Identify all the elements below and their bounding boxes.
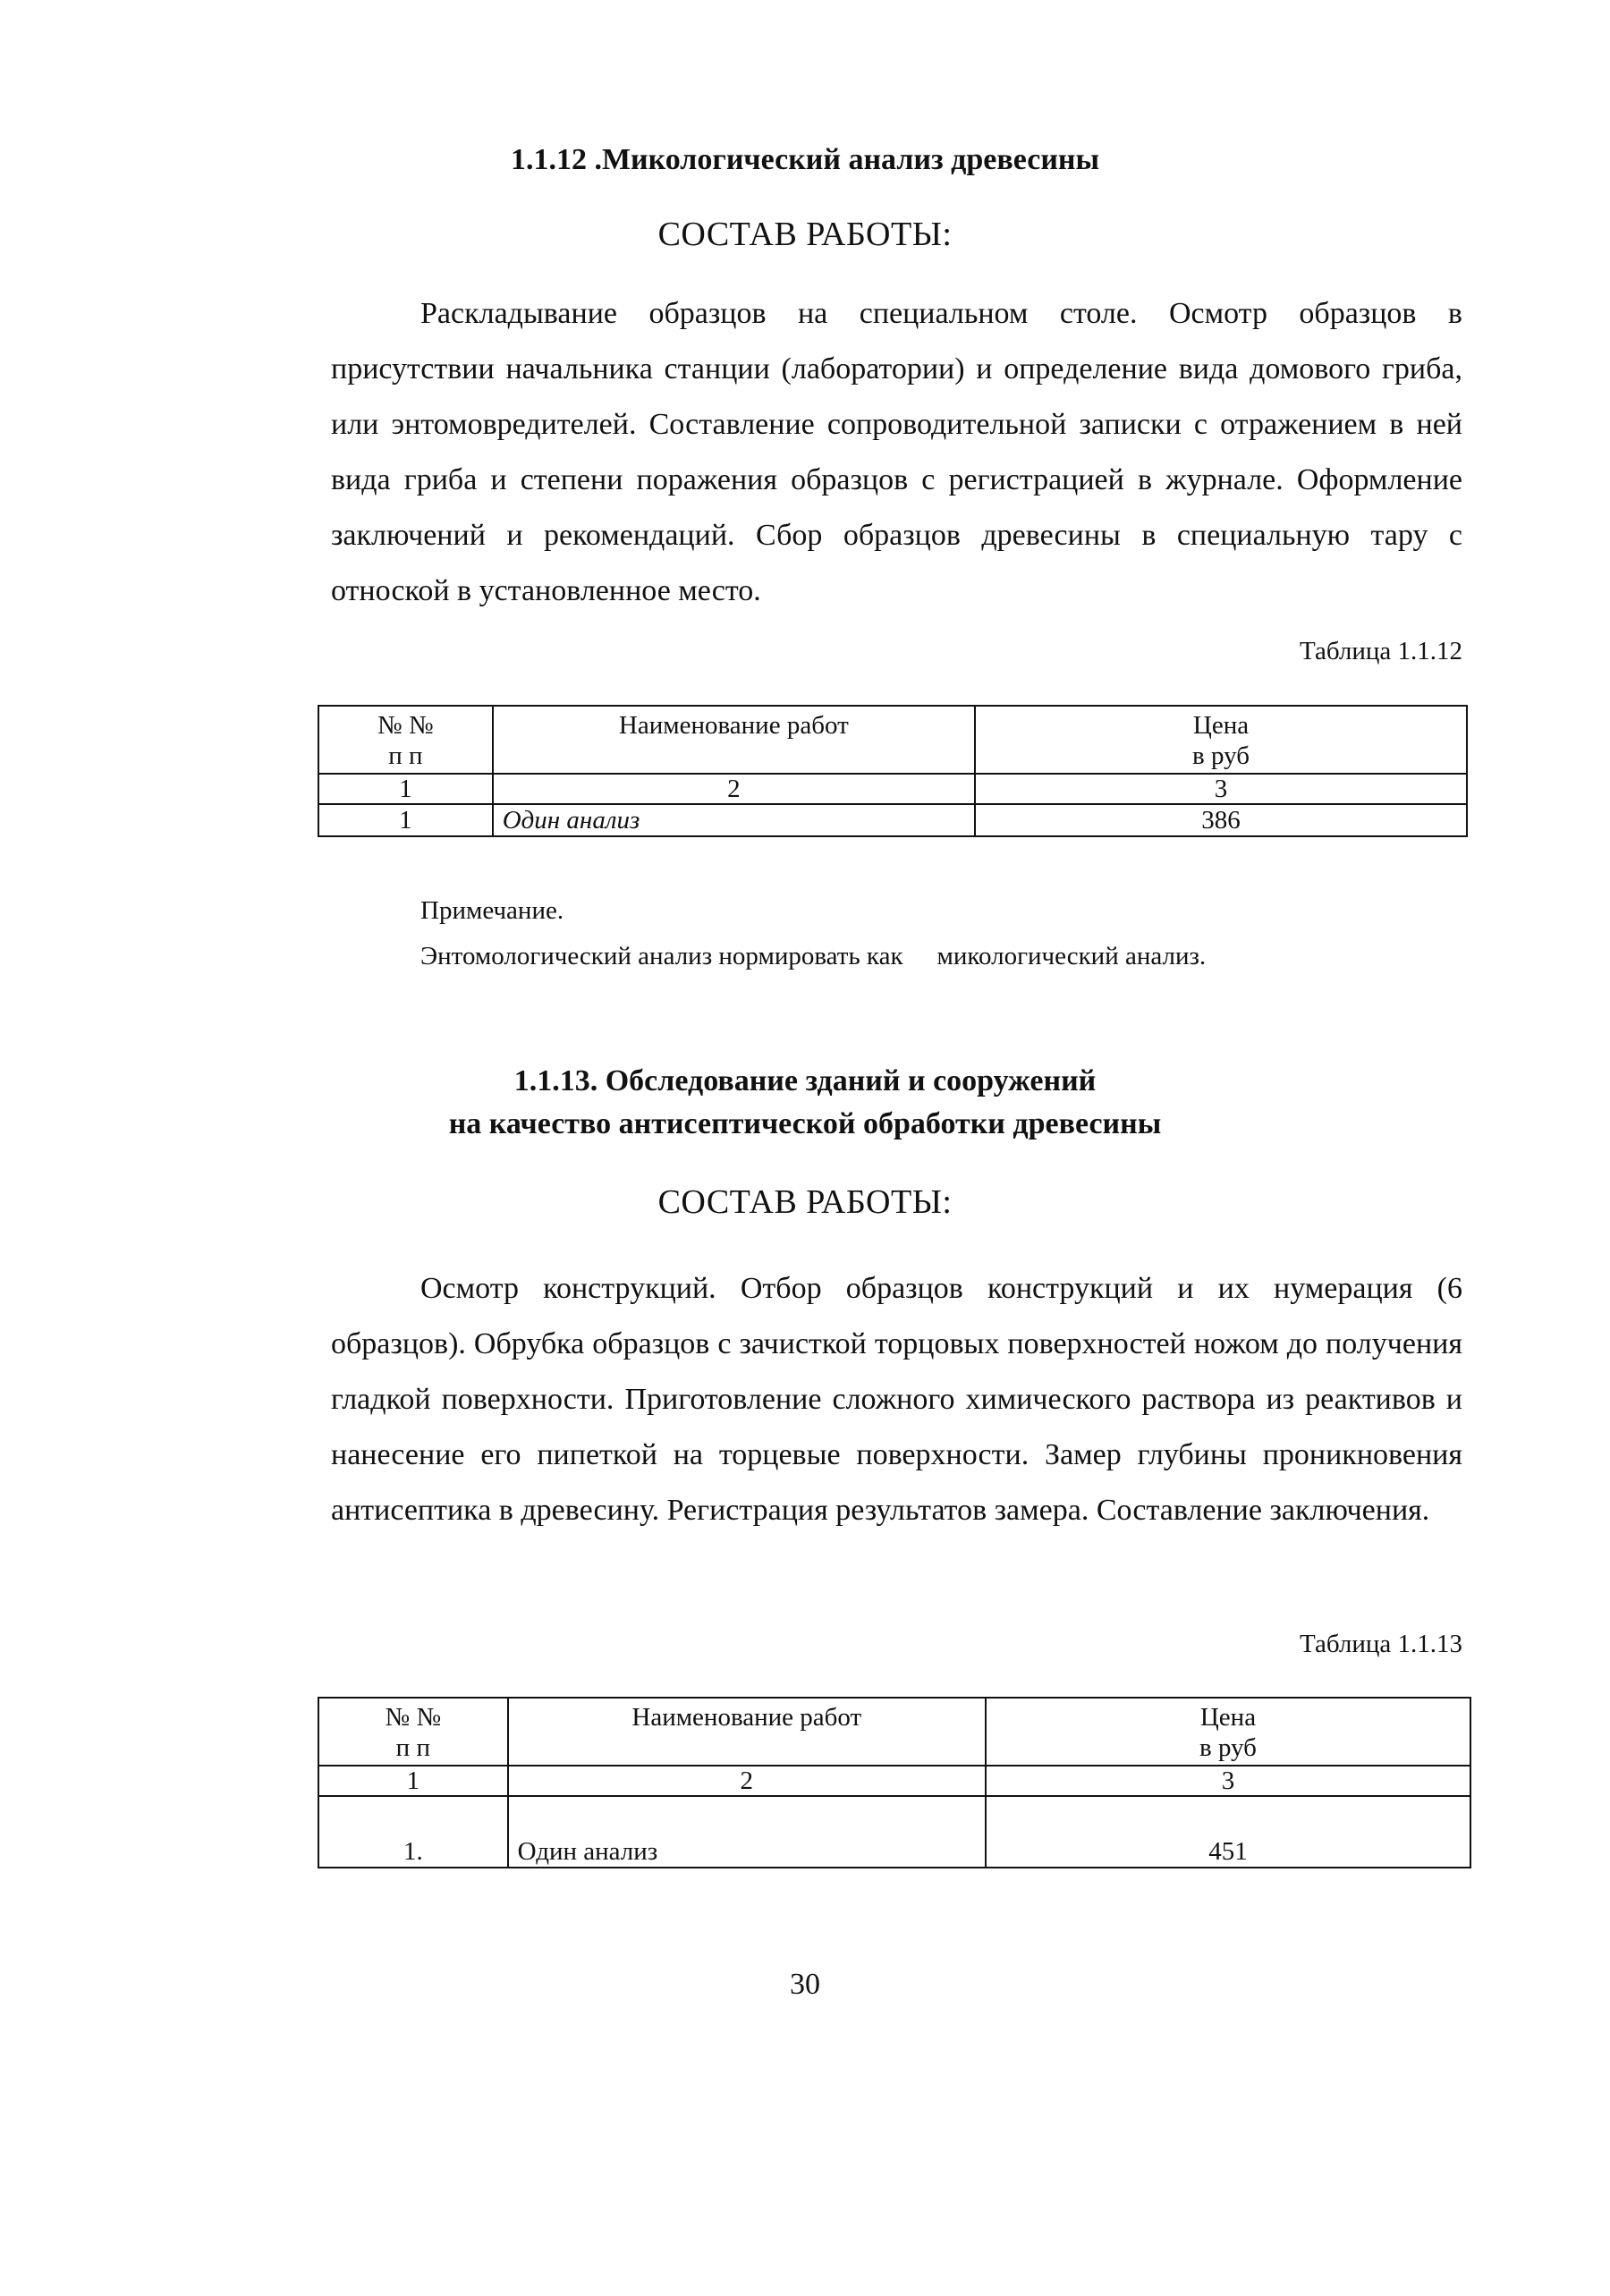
- table-row: [318, 804, 1467, 836]
- section-title: на качество антисептической обработки древесины: [448, 1107, 1162, 1140]
- row-number: 1: [318, 804, 493, 836]
- section-paragraph: Раскладывание образцов на специальном столе. Осмотр образцов в присутствии начальника станции (лаборатории) и определение вида домового гриба, или энтомовредителей. Составление сопроводительной записки с отражением в ней вида гриба и степени поражения образцов с регистрацией в журнале. Оформление заключений и рекомендаций. Сбор образцов древесины в специальную тару с отноской в установленное место.: [331, 297, 1462, 607]
- section-heading: СОСТАВ РАБОТЫ:: [657, 1183, 953, 1221]
- section-paragraph: Осмотр конструкций. Отбор образцов конструкций и их нумерация (6 образцов). Обрубка образцов с зачисткой торцовых поверхностей ножом до получения гладкой поверхности. Приготовление сложного химического раствора из реактивов и нанесение его пипеткой на торцевые поверхности. Замер глубины проникновения антисептика в древесину. Регистрация результатов замера. Составление заключения.: [331, 1272, 1462, 1527]
- section-title: 1.1.13. Обследование зданий и сооружений: [513, 1064, 1097, 1097]
- section-heading: СОСТАВ РАБОТЫ:: [657, 216, 953, 253]
- row-name: Один анализ: [508, 1796, 986, 1868]
- column-number-row: [318, 774, 1467, 804]
- price-table: [318, 1697, 1471, 1868]
- column-number: 2: [508, 1766, 986, 1796]
- row-price: 451: [986, 1796, 1470, 1868]
- table-header-row: [318, 1698, 1470, 1766]
- header-price-cell: Цена в руб: [986, 1698, 1470, 1766]
- table-row: [318, 1796, 1470, 1868]
- page-number: 30: [790, 1968, 820, 2001]
- note-title: Примечание.: [420, 896, 564, 925]
- row-price: 386: [975, 804, 1467, 836]
- header-name-cell: Наименование работ: [508, 1698, 986, 1766]
- table-caption: Таблица 1.1.12: [1299, 637, 1462, 665]
- table-header-row: [318, 706, 1467, 774]
- column-number: 3: [975, 774, 1467, 804]
- column-number-row: [318, 1766, 1470, 1796]
- row-name: Один анализ: [493, 804, 975, 836]
- column-number: 2: [493, 774, 975, 804]
- column-number: 1: [318, 774, 493, 804]
- header-number-cell: № № п п: [318, 1698, 508, 1766]
- section-title: 1.1.12 .Микологический анализ древесины: [510, 143, 1100, 176]
- table-caption: Таблица 1.1.13: [1299, 1630, 1462, 1658]
- column-number: 3: [986, 1766, 1470, 1796]
- column-number: 1: [318, 1766, 508, 1796]
- price-table: [318, 705, 1468, 837]
- header-name-cell: Наименование работ: [493, 706, 975, 774]
- row-number: 1.: [318, 1796, 508, 1868]
- note-text: Энтомологический анализ нормировать как микологический анализ.: [420, 942, 1207, 970]
- header-price-cell: Цена в руб: [975, 706, 1467, 774]
- header-number-cell: № № п п: [318, 706, 493, 774]
